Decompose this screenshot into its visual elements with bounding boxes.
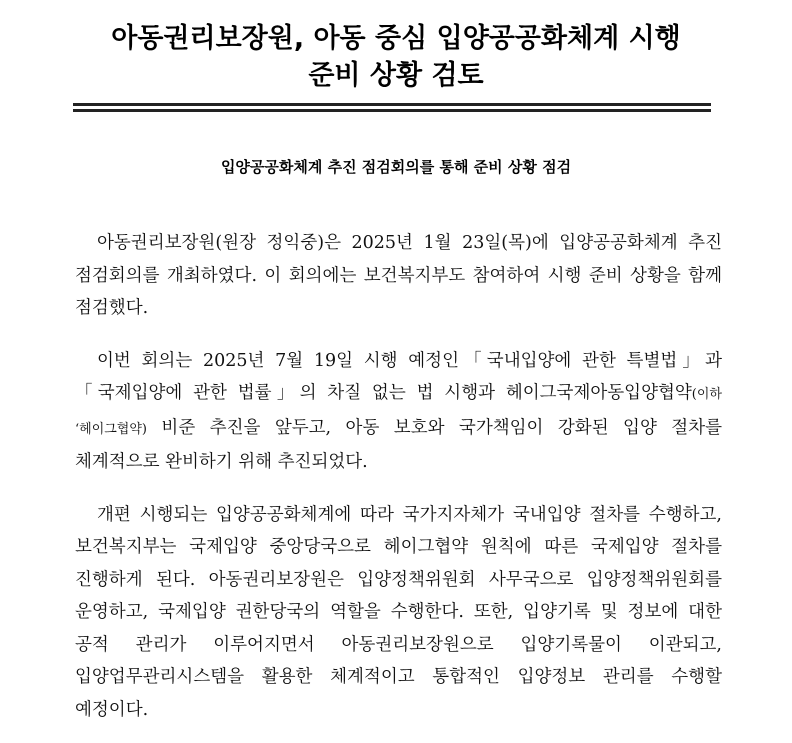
title-line-1: 아동권리보장원, 아동 중심 입양공공화체계 시행 — [111, 23, 681, 54]
subtitle: 입양공공화체계 추진 점검회의를 통해 준비 상황 점검 — [220, 158, 572, 176]
article-body — [75, 227, 722, 743]
paragraph-2 — [75, 345, 722, 479]
title-divider-bottom — [73, 109, 711, 112]
paragraph-2-main: 이번 회의는 2025년 7월 19일 시행 예정인「국내입양에 관한 특별법」과「국제입양에 관한 법률」의 차질 없는 법 시행과 헤이그국제아동입양협약 — [75, 350, 722, 403]
paragraph-1: 아동권리보장원(원장 정익중)은 2025년 1월 23일(목)에 입양공공화체계 추진 점검회의를 개최하였다. 이 회의에는 보건복지부도 참여하여 시행 준비 상황을 함께 점검했다. — [75, 233, 722, 318]
page-title — [40, 20, 752, 94]
title-line-2: 준비 상황 검토 — [308, 60, 484, 91]
paragraph-2-rest: 비준 추진을 앞두고, 아동 보호와 국가책임이 강화된 입양 절차를 체계적으로 완비하기 위해 추진되었다. — [75, 417, 722, 472]
paragraph-3: 개편 시행되는 입양공공화체계에 따라 국가지자체가 국내입양 절차를 수행하고, 보건복지부는 국제입양 중앙당국으로 헤이그협약 원칙에 따른 국제입양 절차를 진행하게 된다. 아동권리보장원은 입양정책위원회 사무국으로 입양정책위원회를 운영하고, 국제입양 권한당국의 역할을 수행한다. 또한, 입양기록 및 정보에 대한 공적 관리가 이루어지면서 아동권리보장원으로 입양기록물이 이관되고, 입양업무관리시스템을 활용한 체계적이고 통합적인 입양정보 관리를 수행할 예정이다. — [75, 504, 722, 720]
paragraph-2-note: (이하 ‘헤이그협약) — [75, 387, 722, 437]
title-divider-top — [73, 103, 711, 106]
